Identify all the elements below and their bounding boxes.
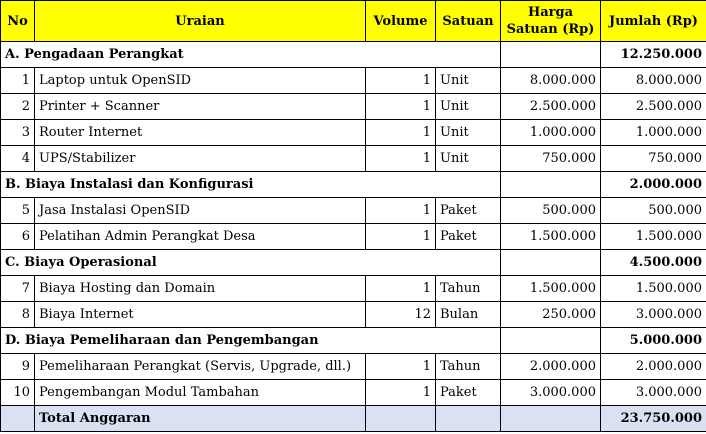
- section-title: B. Biaya Instalasi dan Konfigurasi: [1, 172, 501, 198]
- cell-no: 9: [1, 354, 35, 380]
- section-row-b: [1, 172, 706, 198]
- header-harga: [501, 1, 601, 42]
- cell-jumlah: 1.500.000: [601, 224, 706, 250]
- cell-volume: 12: [366, 302, 436, 328]
- cell-jumlah: 1.000.000: [601, 120, 706, 146]
- section-title: C. Biaya Operasional: [1, 250, 501, 276]
- header-row: [1, 1, 706, 42]
- cell-harga: 3.000.000: [501, 380, 601, 406]
- table-row: [1, 198, 706, 224]
- cell-volume: 1: [366, 354, 436, 380]
- section-title: D. Biaya Pemeliharaan dan Pengembangan: [1, 328, 501, 354]
- total-empty-harga: [501, 406, 601, 432]
- table-row: [1, 380, 706, 406]
- table-row: [1, 68, 706, 94]
- cell-harga: 750.000: [501, 146, 601, 172]
- cell-satuan: Unit: [436, 120, 501, 146]
- header-volume: Volume: [366, 1, 436, 42]
- total-empty-satuan: [436, 406, 501, 432]
- cell-no: 5: [1, 198, 35, 224]
- section-subtotal: 12.250.000: [601, 42, 706, 68]
- header-uraian: Uraian: [35, 1, 366, 42]
- cell-satuan: Paket: [436, 198, 501, 224]
- cell-uraian: Biaya Hosting dan Domain: [35, 276, 366, 302]
- cell-harga: 1.000.000: [501, 120, 601, 146]
- cell-volume: 1: [366, 224, 436, 250]
- cell-volume: 1: [366, 94, 436, 120]
- table-row: [1, 94, 706, 120]
- cell-harga: 250.000: [501, 302, 601, 328]
- cell-volume: 1: [366, 276, 436, 302]
- cell-satuan: Unit: [436, 94, 501, 120]
- section-empty-cell: [501, 42, 601, 68]
- cell-uraian: Pelatihan Admin Perangkat Desa: [35, 224, 366, 250]
- cell-uraian: Biaya Internet: [35, 302, 366, 328]
- cell-no: 1: [1, 68, 35, 94]
- cell-volume: 1: [366, 120, 436, 146]
- section-row-d: [1, 328, 706, 354]
- cell-volume: 1: [366, 146, 436, 172]
- total-row: [1, 406, 706, 432]
- cell-harga: 1.500.000: [501, 276, 601, 302]
- total-value: 23.750.000: [601, 406, 706, 432]
- cell-volume: 1: [366, 198, 436, 224]
- cell-harga: 2.000.000: [501, 354, 601, 380]
- cell-jumlah: 750.000: [601, 146, 706, 172]
- cell-jumlah: 2.500.000: [601, 94, 706, 120]
- cell-uraian: Laptop untuk OpenSID: [35, 68, 366, 94]
- cell-satuan: Tahun: [436, 276, 501, 302]
- cell-no: 3: [1, 120, 35, 146]
- cell-uraian: Pengembangan Modul Tambahan: [35, 380, 366, 406]
- total-empty-no: [1, 406, 35, 432]
- header-no: No: [1, 1, 35, 42]
- table-row: [1, 276, 706, 302]
- table-row: [1, 302, 706, 328]
- total-label: Total Anggaran: [35, 406, 366, 432]
- section-row-c: [1, 250, 706, 276]
- section-subtotal: 5.000.000: [601, 328, 706, 354]
- cell-uraian: Printer + Scanner: [35, 94, 366, 120]
- cell-jumlah: 8.000.000: [601, 68, 706, 94]
- cell-volume: 1: [366, 380, 436, 406]
- cell-satuan: Bulan: [436, 302, 501, 328]
- header-satuan: Satuan: [436, 1, 501, 42]
- section-subtotal: 2.000.000: [601, 172, 706, 198]
- table-row: [1, 120, 706, 146]
- table-row: [1, 224, 706, 250]
- cell-satuan: Unit: [436, 68, 501, 94]
- cell-satuan: Paket: [436, 224, 501, 250]
- cell-no: 7: [1, 276, 35, 302]
- cell-jumlah: 1.500.000: [601, 276, 706, 302]
- cell-jumlah: 3.000.000: [601, 380, 706, 406]
- cell-uraian: Jasa Instalasi OpenSID: [35, 198, 366, 224]
- section-subtotal: 4.500.000: [601, 250, 706, 276]
- cell-harga: 1.500.000: [501, 224, 601, 250]
- header-jumlah: Jumlah (Rp): [601, 1, 706, 42]
- section-row-a: [1, 42, 706, 68]
- table-row: [1, 146, 706, 172]
- section-title: A. Pengadaan Perangkat: [1, 42, 501, 68]
- header-harga-line2: Satuan (Rp): [506, 22, 595, 37]
- cell-no: 10: [1, 380, 35, 406]
- cell-jumlah: 3.000.000: [601, 302, 706, 328]
- section-empty-cell: [501, 250, 601, 276]
- cell-volume: 1: [366, 68, 436, 94]
- cell-uraian: UPS/Stabilizer: [35, 146, 366, 172]
- cell-no: 4: [1, 146, 35, 172]
- cell-jumlah: 2.000.000: [601, 354, 706, 380]
- cell-no: 8: [1, 302, 35, 328]
- header-harga-line1: Harga: [527, 5, 574, 20]
- cell-no: 2: [1, 94, 35, 120]
- cell-harga: 8.000.000: [501, 68, 601, 94]
- cell-no: 6: [1, 224, 35, 250]
- cell-jumlah: 500.000: [601, 198, 706, 224]
- section-empty-cell: [501, 328, 601, 354]
- cell-satuan: Tahun: [436, 354, 501, 380]
- cell-uraian: Pemeliharaan Perangkat (Servis, Upgrade, dll.): [35, 354, 366, 380]
- cell-harga: 2.500.000: [501, 94, 601, 120]
- cell-harga: 500.000: [501, 198, 601, 224]
- cell-uraian: Router Internet: [35, 120, 366, 146]
- cell-satuan: Unit: [436, 146, 501, 172]
- cell-satuan: Paket: [436, 380, 501, 406]
- total-empty-volume: [366, 406, 436, 432]
- table-row: [1, 354, 706, 380]
- section-empty-cell: [501, 172, 601, 198]
